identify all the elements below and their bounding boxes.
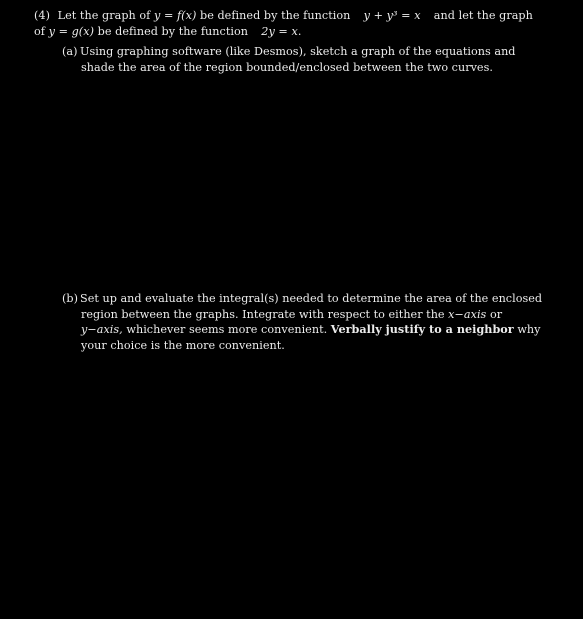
problem-text-defined-g: be defined by the function — [97, 25, 249, 38]
subpart-b-convenient: whichever seems more convenient. — [126, 323, 328, 336]
subpart-b-label: (b) — [62, 292, 78, 305]
g-equation: y = g(x) — [48, 25, 95, 38]
justify-instruction: Verbally justify to a neighbor — [330, 322, 514, 336]
problem-text-defined: be defined by the function — [199, 9, 351, 22]
problem-period: . — [297, 25, 302, 38]
subpart-b-intro: Set up and evaluate the integral(s) needed to determine the area of the enclosed region between the graphs. Integrate with respect to either the — [80, 292, 543, 321]
subpart-b-text — [81, 291, 543, 353]
f-function: y + y³ = x — [363, 9, 421, 22]
problem-statement — [34, 8, 544, 40]
or-word: or — [489, 307, 503, 321]
subpart-b-ending: why your choice is the more convenient. — [81, 323, 541, 352]
subpart-a-label: (a) — [62, 45, 78, 58]
subpart-a — [62, 44, 543, 75]
x-axis-term: x−axis — [448, 307, 487, 321]
problem-stem — [34, 9, 533, 38]
problem-number: (4) — [34, 9, 50, 22]
y-axis-term: y−axis, — [81, 323, 123, 336]
subpart-a-text: Using graphing software (like Desmos), sketch a graph of the equations and shade the area of the region bounded/enclosed between the two curves. — [80, 45, 516, 74]
subpart-b — [62, 291, 543, 353]
problem-text-and-let: and let the graph of — [34, 9, 533, 38]
f-equation: y = f(x) — [153, 9, 197, 22]
problem-text-intro: Let the graph of — [57, 9, 151, 22]
g-function: 2y = x — [261, 25, 298, 38]
